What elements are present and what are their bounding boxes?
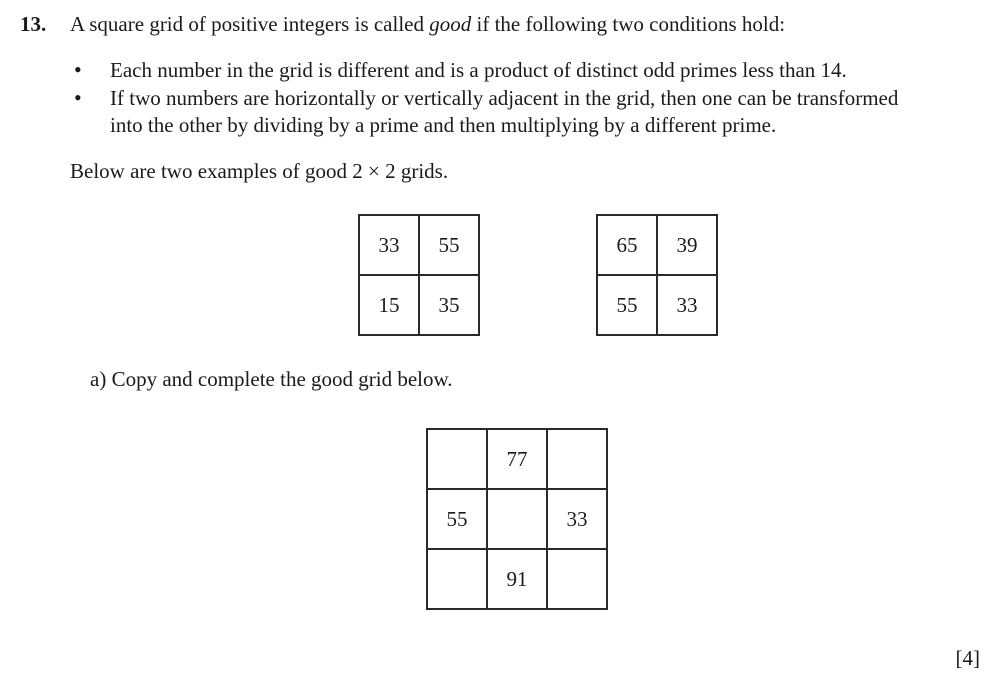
- condition-2-line-2: into the other by dividing by a prime and then multiplying by a different prime.: [110, 113, 777, 137]
- grid-cell: 33: [657, 275, 717, 335]
- condition-2-text: [110, 85, 898, 139]
- bullet-marker: •: [74, 57, 82, 82]
- grid-row: [427, 429, 607, 489]
- grid-cell: [547, 549, 607, 609]
- examples-intro: Below are two examples of good 2 × 2 grids.: [70, 159, 449, 183]
- grid-cell: 77: [487, 429, 547, 489]
- grid-cell: 91: [487, 549, 547, 609]
- intro-suffix: if the following two conditions hold:: [471, 12, 786, 36]
- condition-1-text: [110, 57, 847, 84]
- example-grid-2: [596, 214, 718, 336]
- grid-row: [597, 275, 717, 335]
- intro-emphasis: good: [429, 12, 472, 36]
- grid-row: [359, 215, 479, 275]
- grid-cell: 39: [657, 215, 717, 275]
- grid-cell: 55: [427, 489, 487, 549]
- grid-cell: [547, 429, 607, 489]
- part-a-label: a): [90, 367, 107, 391]
- part-a-prompt: [90, 367, 453, 392]
- question-number: 13.: [20, 12, 47, 36]
- grid-cell: [487, 489, 547, 549]
- grid-cell: [427, 429, 487, 489]
- condition-1-line-1: Each number in the grid is different and is a product of distinct odd primes less than 14.: [110, 58, 847, 82]
- grid-row: [427, 489, 607, 549]
- example-grid-1: [358, 214, 480, 336]
- grid-cell: 55: [419, 215, 479, 275]
- grid-cell: 35: [419, 275, 479, 335]
- task-grid: [426, 428, 608, 610]
- part-a-text: Copy and complete the good grid below.: [111, 367, 453, 391]
- grid-cell: 33: [359, 215, 419, 275]
- grid-row: [359, 275, 479, 335]
- grid-cell: 65: [597, 215, 657, 275]
- grid-cell: 15: [359, 275, 419, 335]
- grid-row: [427, 549, 607, 609]
- question-intro: [70, 12, 785, 37]
- condition-2-line-1: If two numbers are horizontally or vertically adjacent in the grid, then one can be transformed: [110, 86, 899, 110]
- bullet-marker: •: [74, 85, 82, 110]
- marks-allocation: [4]: [955, 646, 980, 670]
- grid-row: [597, 215, 717, 275]
- grid-cell: [427, 549, 487, 609]
- grid-cell: 55: [597, 275, 657, 335]
- intro-prefix: A square grid of positive integers is called: [70, 12, 430, 36]
- grid-cell: 33: [547, 489, 607, 549]
